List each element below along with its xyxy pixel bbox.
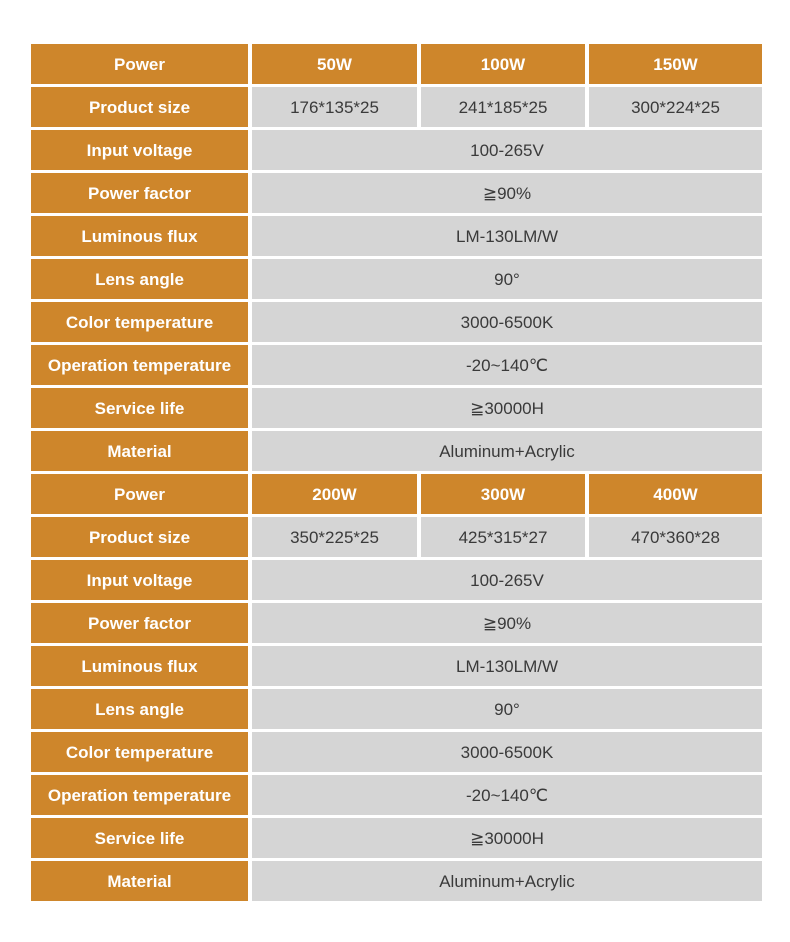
spec-merged-value-cell: 3000-6500K xyxy=(252,732,762,772)
spec-merged-value-cell: 3000-6500K xyxy=(252,302,762,342)
spec-value-cell: 350*225*25 xyxy=(252,517,417,557)
spec-merged-value-cell: LM-130LM/W xyxy=(252,646,762,686)
row-label: Lens angle xyxy=(31,689,248,729)
row-label: Service life xyxy=(31,388,248,428)
row-label: Service life xyxy=(31,818,248,858)
spec-value-cell: 470*360*28 xyxy=(589,517,762,557)
row-label: Input voltage xyxy=(31,560,248,600)
spec-merged-value-cell: Aluminum+Acrylic xyxy=(252,861,762,901)
spec-merged-value-cell: ≧30000H xyxy=(252,388,762,428)
spec-merged-value-cell: 90° xyxy=(252,689,762,729)
power-column-header: 150W xyxy=(589,44,762,84)
row-label: Power factor xyxy=(31,603,248,643)
row-label: Material xyxy=(31,861,248,901)
row-label: Lens angle xyxy=(31,259,248,299)
spec-value-cell: 241*185*25 xyxy=(421,87,585,127)
row-label: Operation temperature xyxy=(31,775,248,815)
spec-value-cell: 300*224*25 xyxy=(589,87,762,127)
row-label: Color temperature xyxy=(31,732,248,772)
spec-merged-value-cell: ≧90% xyxy=(252,173,762,213)
spec-merged-value-cell: 100-265V xyxy=(252,130,762,170)
power-column-header: 400W xyxy=(589,474,762,514)
spec-merged-value-cell: Aluminum+Acrylic xyxy=(252,431,762,471)
spec-merged-value-cell: -20~140℃ xyxy=(252,775,762,815)
row-label: Color temperature xyxy=(31,302,248,342)
spec-merged-value-cell: 100-265V xyxy=(252,560,762,600)
spec-merged-value-cell: ≧30000H xyxy=(252,818,762,858)
power-column-header: 300W xyxy=(421,474,585,514)
row-label-power: Power xyxy=(31,474,248,514)
row-label: Material xyxy=(31,431,248,471)
row-label: Luminous flux xyxy=(31,646,248,686)
row-label: Luminous flux xyxy=(31,216,248,256)
row-label-power: Power xyxy=(31,44,248,84)
spec-value-cell: 176*135*25 xyxy=(252,87,417,127)
spec-merged-value-cell: -20~140℃ xyxy=(252,345,762,385)
row-label: Input voltage xyxy=(31,130,248,170)
power-column-header: 100W xyxy=(421,44,585,84)
row-label: Product size xyxy=(31,87,248,127)
row-label: Product size xyxy=(31,517,248,557)
power-column-header: 200W xyxy=(252,474,417,514)
spec-merged-value-cell: ≧90% xyxy=(252,603,762,643)
row-label: Operation temperature xyxy=(31,345,248,385)
spec-merged-value-cell: 90° xyxy=(252,259,762,299)
spec-table xyxy=(31,44,762,901)
spec-merged-value-cell: LM-130LM/W xyxy=(252,216,762,256)
row-label: Power factor xyxy=(31,173,248,213)
power-column-header: 50W xyxy=(252,44,417,84)
spec-value-cell: 425*315*27 xyxy=(421,517,585,557)
